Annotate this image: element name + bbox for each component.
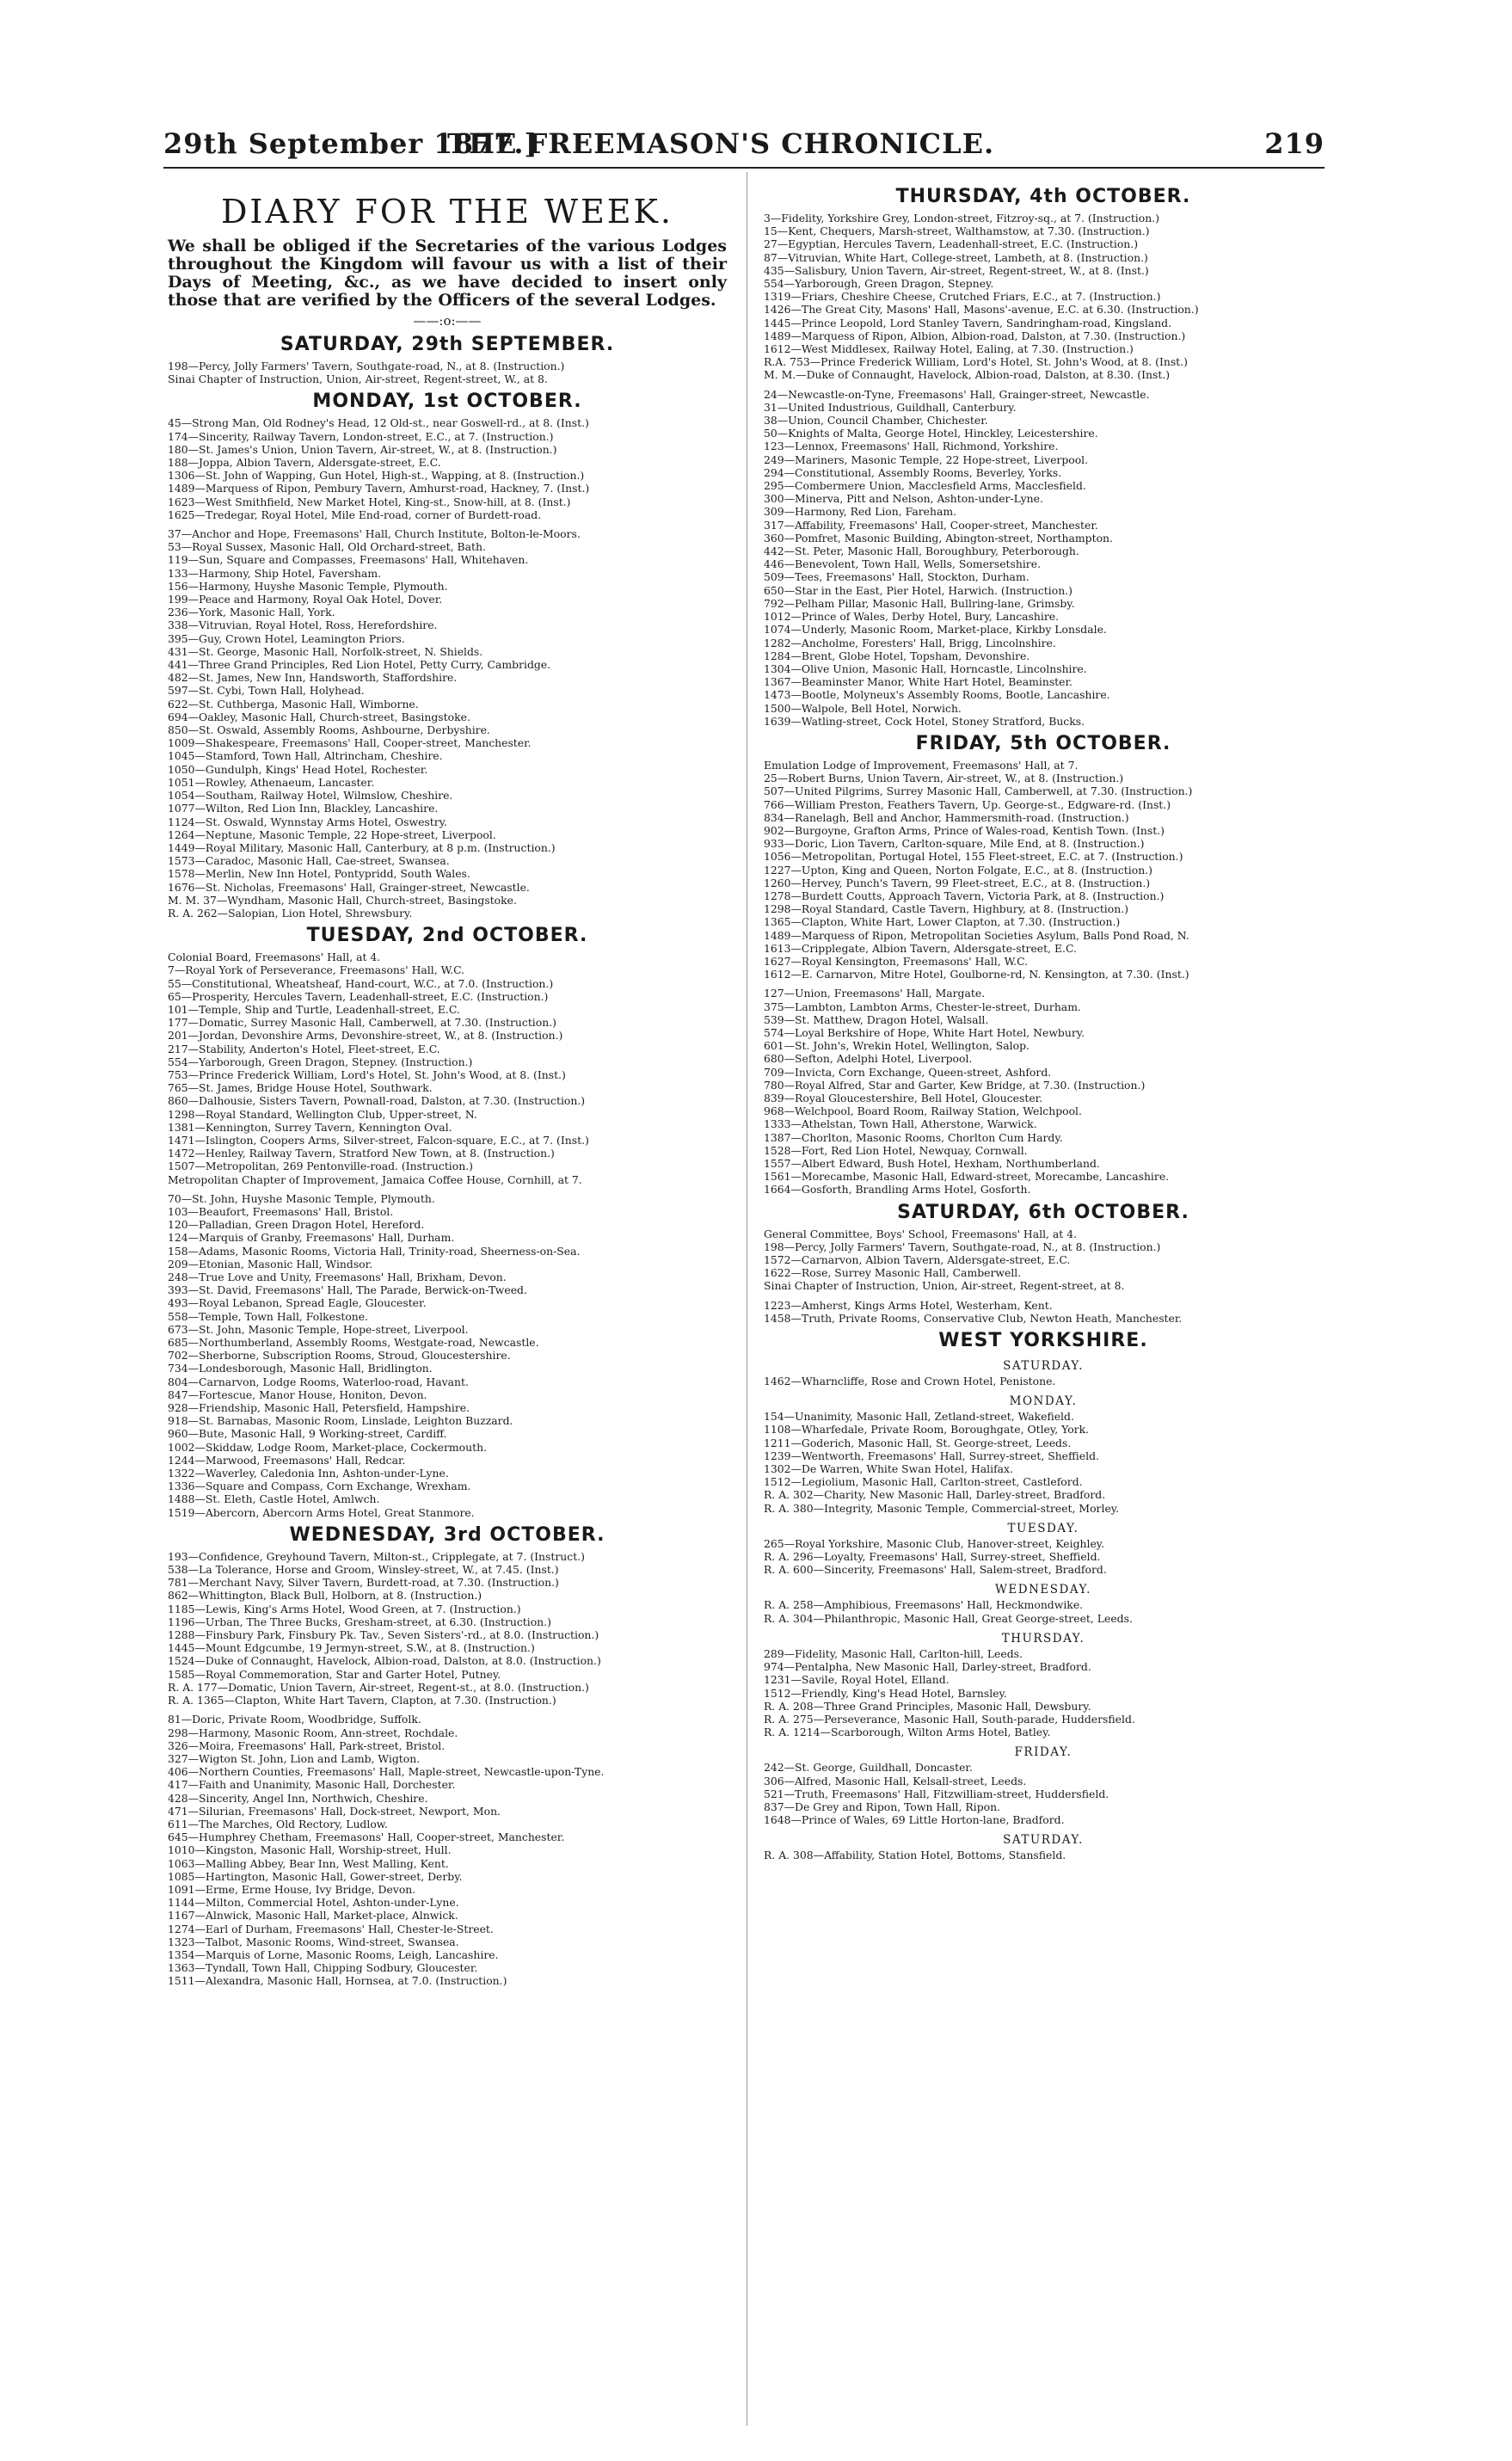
lodge-entry: 338—Vitruvian, Royal Hotel, Ross, Herefordshire. — [168, 618, 438, 632]
lodge-entry: 1050—Gundulph, Kings' Head Hotel, Rochester. — [168, 762, 428, 776]
lodge-entry: 298—Harmony, Masonic Room, Ann-street, Rochdale. — [168, 1726, 458, 1739]
lodge-entry: 702—Sherborne, Subscription Rooms, Stroud, Gloucestershire. — [168, 1349, 511, 1363]
lodge-entry: 1462—Wharncliffe, Rose and Crown Hotel, Penistone. — [764, 1375, 1056, 1388]
lodge-entry: 1298—Royal Standard, Castle Tavern, Highbury, at 8. (Instruction.) — [764, 902, 1128, 916]
day-heading: TUESDAY, 2nd OCTOBER. — [306, 925, 588, 947]
lodge-entry: 87—Vitruvian, White Hart, College-street, Lambeth, at 8. (Instruction.) — [764, 250, 1148, 264]
lodge-entry: 1319—Friars, Cheshire Cheese, Crutched Friars, E.C., at 7. (Instruction.) — [764, 290, 1161, 304]
lodge-entry: 127—Union, Freemasons' Hall, Margate. — [764, 987, 986, 1000]
lodge-entry: 645—Humphrey Chetham, Freemasons' Hall, Cooper-street, Manchester. — [168, 1830, 565, 1844]
lodge-entry: 1519—Abercorn, Abercorn Arms Hotel, Great Stanmore. — [168, 1505, 475, 1519]
lodge-entry: 81—Doric, Private Room, Woodbridge, Suffolk. — [168, 1713, 421, 1726]
lodge-entry: 928—Friendship, Masonic Hall, Petersfield, Hampshire. — [168, 1401, 470, 1415]
lodge-entry: 441—Three Grand Principles, Red Lion Hotel, Petty Curry, Cambridge. — [168, 658, 551, 672]
lodge-entry: 1108—Wharfedale, Private Room, Boroughgate, Otley, York. — [764, 1423, 1090, 1437]
lodge-list — [764, 388, 1323, 728]
lodge-entry: 1282—Ancholme, Foresters' Hall, Brigg, Lincolnshire. — [764, 636, 1056, 649]
lodge-entry: 1196—Urban, The Three Bucks, Gresham-street, at 6.30. (Instruction.) — [168, 1615, 551, 1628]
day-heading: SATURDAY, 29th SEPTEMBER. — [280, 334, 615, 355]
lodge-entry: 1298—Royal Standard, Wellington Club, Upper-street, N. — [168, 1107, 477, 1121]
lodge-entry: 850—St. Oswald, Assembly Rooms, Ashbourne, Derbyshire. — [168, 723, 490, 737]
lodge-entry: 574—Loyal Berkshire of Hope, White Hart Hotel, Newbury. — [764, 1025, 1085, 1039]
lodge-entry: 1074—Underly, Masonic Room, Market-place, Kirkby Lonsdale. — [764, 623, 1107, 637]
lodge-entry: 24—Newcastle-on-Tyne, Freemasons' Hall, Grainger-street, Newcastle. — [764, 387, 1150, 401]
lodge-entry: 1045—Stamford, Town Hall, Altrincham, Cheshire. — [168, 749, 443, 763]
lodge-entry: 1585—Royal Commemoration, Star and Garter Hotel, Putney. — [168, 1667, 501, 1681]
lodge-entry: 1445—Mount Edgcumbe, 19 Jermyn-street, S.W., at 8. (Instruction.) — [168, 1641, 535, 1655]
lodge-entry: 1488—St. Eleth, Castle Hotel, Amlwch. — [168, 1492, 380, 1506]
lodge-entry: Sinai Chapter of Instruction, Union, Air-street, Regent-street, W., at 8. — [168, 372, 548, 386]
lodge-entry: 1573—Caradoc, Masonic Hall, Cae-street, Swansea. — [168, 854, 450, 868]
header-title: THE FREEMASON'S CHRONICLE. — [447, 127, 995, 160]
lodge-list — [168, 360, 727, 385]
lodge-list — [168, 416, 727, 521]
lodge-entry: 1639—Watling-street, Cock Hotel, Stoney Stratford, Bucks. — [764, 714, 1085, 728]
lodge-entry: 1471—Islington, Coopers Arms, Silver-street, Falcon-square, E.C., at 7. (Inst.) — [168, 1133, 589, 1147]
lodge-entry: 217—Stability, Anderton's Hotel, Fleet-street, E.C. — [168, 1042, 440, 1055]
lodge-entry: 1449—Royal Military, Masonic Hall, Canterbury, at 8 p.m. (Instruction.) — [168, 840, 556, 854]
lodge-entry: Metropolitan Chapter of Improvement, Jamaica Coffee House, Cornhill, at 7. — [168, 1172, 582, 1186]
lodge-entry: 1387—Chorlton, Masonic Rooms, Chorlton Cum Hardy. — [764, 1130, 1063, 1144]
weekday-subheading: THURSDAY. — [1001, 1631, 1085, 1646]
lodge-entry: 1381—Kennington, Surrey Tavern, Kennington Oval. — [168, 1120, 452, 1134]
lodge-entry: 1572—Carnarvon, Albion Tavern, Aldersgate-street, E.C. — [764, 1253, 1071, 1267]
lodge-entry: 1622—Rose, Surrey Masonic Hall, Camberwell. — [764, 1266, 1022, 1280]
lodge-entry: 199—Peace and Harmony, Royal Oak Hotel, Dover. — [168, 593, 443, 606]
lodge-entry: 804—Carnarvon, Lodge Rooms, Waterloo-road, Havant. — [168, 1375, 469, 1388]
lodge-entry: 1002—Skiddaw, Lodge Room, Market-place, Cockermouth. — [168, 1440, 488, 1454]
lodge-entry: 709—Invicta, Corn Exchange, Queen-street, Ashford. — [764, 1065, 1052, 1079]
lodge-entry: Sinai Chapter of Instruction, Union, Air-street, Regent-street, at 8. — [764, 1279, 1125, 1293]
weekday-subheading: FRIDAY. — [1014, 1745, 1073, 1760]
day-heading: MONDAY, 1st OCTOBER. — [312, 391, 582, 413]
lodge-entry: R. A. 380—Integrity, Masonic Temple, Commercial-street, Morley. — [764, 1501, 1120, 1515]
lodge-entry: 554—Yarborough, Green Dragon, Stepney. (Instruction.) — [168, 1055, 473, 1068]
lodge-entry: R.A. 753—Prince Frederick William, Lord's Hotel, St. John's Wood, at 8. (Inst.) — [764, 355, 1188, 369]
lodge-entry: 1426—The Great City, Masons' Hall, Masons'-avenue, E.C. at 6.30. (Instruction.) — [764, 303, 1199, 317]
lodge-list — [764, 1299, 1323, 1325]
day-heading: WEST YORKSHIRE. — [938, 1330, 1148, 1352]
lodge-entry: 1085—Hartington, Masonic Hall, Gower-street, Derby. — [168, 1869, 463, 1883]
lodge-entry: 1561—Morecambe, Masonic Hall, Edward-street, Morecambe, Lancashire. — [764, 1170, 1170, 1184]
lodge-entry: 249—Mariners, Masonic Temple, 22 Hope-street, Liverpool. — [764, 452, 1089, 466]
lodge-entry: 242—St. George, Guildhall, Doncaster. — [764, 1761, 973, 1775]
lodge-entry: 1613—Cripplegate, Albion Tavern, Aldersgate-street, E.C. — [764, 941, 1077, 955]
lodge-entry: 158—Adams, Masonic Rooms, Victoria Hall, Trinity-road, Sheerness-on-Sea. — [168, 1244, 581, 1258]
lodge-entry: 294—Constitutional, Assembly Rooms, Beverley, Yorks. — [764, 465, 1062, 479]
lodge-entry: 300—Minerva, Pitt and Nelson, Ashton-under-Lyne. — [764, 492, 1043, 506]
lodge-entry: 780—Royal Alfred, Star and Garter, Kew Bridge, at 7.30. (Instruction.) — [764, 1078, 1146, 1092]
lodge-entry: 766—William Preston, Feathers Tavern, Up. George-st., Edgware-rd. (Inst.) — [764, 797, 1171, 811]
lodge-entry: 31—United Industrious, Guildhall, Canterbury. — [764, 400, 1017, 414]
lodge-entry: 1333—Athelstan, Town Hall, Atherstone, Warwick. — [764, 1117, 1037, 1131]
lodge-entry: 685—Northumberland, Assembly Rooms, Westgate-road, Newcastle. — [168, 1336, 539, 1350]
lodge-entry: 862—Whittington, Black Bull, Holborn, at 8. (Instruction.) — [168, 1589, 482, 1603]
lodge-entry: 539—St. Matthew, Dragon Hotel, Walsall. — [764, 1012, 989, 1026]
lodge-entry: R. A. 258—Amphibious, Freemasons' Hall, Heckmondwike. — [764, 1598, 1084, 1612]
lodge-entry: 1322—Waverley, Caledonia Inn, Ashton-under-Lyne. — [168, 1467, 449, 1480]
lodge-entry: 38—Union, Council Chamber, Chichester. — [764, 414, 988, 428]
lodge-entry: 156—Harmony, Huyshe Masonic Temple, Plymouth. — [168, 579, 448, 593]
lodge-entry: Colonial Board, Freemasons' Hall, at 4. — [168, 951, 381, 964]
lodge-entry: 1323—Talbot, Masonic Rooms, Wind-street, Swansea. — [168, 1935, 459, 1948]
lodge-entry: 1010—Kingston, Masonic Hall, Worship-street, Hull. — [168, 1843, 452, 1857]
lodge-entry: 198—Percy, Jolly Farmers' Tavern, Southgate-road, N., at 8. (Instruction.) — [764, 1240, 1161, 1253]
header-date: 29th September 1877.] — [163, 127, 538, 160]
lodge-list — [764, 759, 1323, 981]
lodge-entry: 493—Royal Lebanon, Spread Eagle, Gloucester. — [168, 1296, 427, 1310]
weekday-subheading: SATURDAY. — [1003, 1359, 1084, 1374]
lodge-entry: 265—Royal Yorkshire, Masonic Club, Hanover-street, Keighley. — [764, 1536, 1105, 1550]
lodge-entry: 482—St. James, New Inn, Handsworth, Staffordshire. — [168, 671, 458, 685]
lodge-entry: R. A. 304—Philanthropic, Masonic Hall, Great George-street, Leeds. — [764, 1611, 1133, 1625]
lodge-entry: 673—St. John, Masonic Temple, Hope-street, Liverpool. — [168, 1322, 469, 1336]
lodge-entry: 554—Yarborough, Green Dragon, Stepney. — [764, 277, 994, 291]
lodge-entry: 1511—Alexandra, Masonic Hall, Hornsea, at 7.0. (Instruction.) — [168, 1974, 507, 1988]
group-gap — [168, 1707, 727, 1713]
page-number: 219 — [1264, 127, 1325, 160]
lodge-entry: R. A. 600—Sincerity, Freemasons' Hall, Salem-street, Bradford. — [764, 1563, 1107, 1577]
lodge-entry: 37—Anchor and Hope, Freemasons' Hall, Church Institute, Bolton-le-Moors. — [168, 527, 581, 541]
lodge-entry: 25—Robert Burns, Union Tavern, Air-street, W., at 8. (Instruction.) — [764, 772, 1124, 785]
lodge-entry: R. A. 275—Perseverance, Masonic Hall, South-parade, Huddersfield. — [764, 1712, 1135, 1726]
lodge-entry: 1304—Olive Union, Masonic Hall, Horncastle, Lincolnshire. — [764, 661, 1087, 675]
lodge-entry: 933—Doric, Lion Tavern, Carlton-square, Mile End, at 8. (Instruction.) — [764, 837, 1145, 851]
lodge-entry: 1211—Goderich, Masonic Hall, St. George-street, Leeds. — [764, 1436, 1072, 1449]
lodge-entry: 1623—West Smithfield, New Market Hotel, King-st., Snow-hill, at 8. (Inst.) — [168, 495, 571, 508]
lodge-entry: M. M.—Duke of Connaught, Havelock, Albion-road, Dalston, at 8.30. (Inst.) — [764, 368, 1171, 382]
lodge-entry: 1284—Brent, Globe Hotel, Topsham, Devonshire. — [764, 649, 1030, 662]
lodge-entry: 1054—Southam, Railway Hotel, Wilmslow, Cheshire. — [168, 789, 453, 803]
lodge-entry: 839—Royal Gloucestershire, Bell Hotel, Gloucester. — [764, 1092, 1043, 1104]
lodge-entry: 1223—Amherst, Kings Arms Hotel, Westerham, Kent. — [764, 1298, 1053, 1312]
lodge-entry: 198—Percy, Jolly Farmers' Tavern, Southgate-road, N., at 8. (Instruction.) — [168, 360, 565, 372]
lodge-entry: R. A. 302—Charity, New Masonic Hall, Darley-street, Bradford. — [764, 1488, 1106, 1502]
lodge-entry: 1185—Lewis, King's Arms Hotel, Wood Green, at 7. (Instruction.) — [168, 1602, 521, 1615]
group-gap — [168, 1186, 727, 1192]
lodge-entry: 236—York, Masonic Hall, York. — [168, 606, 335, 619]
lodge-entry: 209—Etonian, Masonic Hall, Windsor. — [168, 1257, 373, 1270]
lodge-entry: 1278—Burdett Coutts, Approach Tavern, Victoria Park, at 8. (Instruction.) — [764, 889, 1165, 902]
group-gap — [764, 382, 1323, 388]
lodge-entry: 428—Sincerity, Angel Inn, Northwich, Cheshire. — [168, 1791, 428, 1805]
lodge-entry: 1625—Tredegar, Royal Hotel, Mile End-road, corner of Burdett-road. — [168, 508, 542, 521]
lodge-entry: 471—Silurian, Freemasons' Hall, Dock-street, Newport, Mon. — [168, 1804, 501, 1818]
lodge-entry: 289—Fidelity, Masonic Hall, Carlton-hill, Leeds. — [764, 1646, 1023, 1660]
lodge-entry: 509—Tees, Freemasons' Hall, Stockton, Durham. — [764, 570, 1030, 584]
lodge-entry: 507—United Pilgrims, Surrey Masonic Hall, Camberwell, at 7.30. (Instruction.) — [764, 784, 1193, 798]
lodge-entry: 974—Pentalpha, New Masonic Hall, Darley-street, Bradford. — [764, 1660, 1091, 1674]
lodge-entry: 1458—Truth, Private Rooms, Conservative Club, Newton Heath, Manchester. — [764, 1311, 1183, 1325]
lodge-entry: 680—Sefton, Adelphi Hotel, Liverpool. — [764, 1052, 973, 1066]
lodge-entry: 70—St. John, Huyshe Masonic Temple, Plymouth. — [168, 1191, 435, 1205]
lodge-entry: 1367—Beaminster Manor, White Hart Hotel, Beaminster. — [764, 675, 1073, 689]
lodge-entry: 201—Jordan, Devonshire Arms, Devonshire-street, W., at 8. (Instruction.) — [168, 1029, 563, 1043]
lodge-entry: Emulation Lodge of Improvement, Freemasons' Hall, at 7. — [764, 758, 1079, 772]
lodge-entry: 601—St. John's, Wrekin Hotel, Wellington, Salop. — [764, 1039, 1030, 1053]
lodge-entry: 431—St. George, Masonic Hall, Norfolk-street, N. Shields. — [168, 644, 483, 658]
lodge-entry: 860—Dalhousie, Sisters Tavern, Pownall-road, Dalston, at 7.30. (Instruction.) — [168, 1094, 586, 1108]
lodge-entry: 55—Constitutional, Wheatsheaf, Hand-court, W.C., at 7.0. (Instruction.) — [168, 976, 554, 990]
lodge-entry: 1648—Prince of Wales, 69 Little Horton-lane, Bradford. — [764, 1813, 1065, 1827]
lodge-entry: 360—Pomfret, Masonic Building, Abington-street, Northampton. — [764, 531, 1113, 544]
lodge-entry: 27—Egyptian, Hercules Tavern, Leadenhall-street, E.C. (Instruction.) — [764, 237, 1139, 251]
lodge-entry: 1664—Gosforth, Brandling Arms Hotel, Gosforth. — [764, 1183, 1031, 1197]
lodge-entry: 1056—Metropolitan, Portugal Hotel, 155 Fleet-street, E.C. at 7. (Instruction.) — [764, 850, 1183, 864]
lodge-entry: 406—Northern Counties, Freemasons' Hall, Maple-street, Newcastle-upon-Tyne. — [168, 1765, 605, 1779]
lodge-entry: 792—Pelham Pillar, Masonic Hall, Bullring-lane, Grimsby. — [764, 596, 1075, 610]
day-heading: FRIDAY, 5th OCTOBER. — [915, 732, 1171, 754]
lodge-entry: 180—St. James's Union, Union Tavern, Air-street, W., at 8. (Instruction.) — [168, 442, 557, 456]
lodge-entry: 1500—Walpole, Bell Hotel, Norwich. — [764, 701, 962, 715]
lodge-entry: 1354—Marquis of Lorne, Masonic Rooms, Leigh, Lancashire. — [168, 1947, 499, 1961]
lodge-entry: 7—Royal York of Perseverance, Freemasons' Hall, W.C. — [168, 963, 465, 977]
lodge-entry: 119—Sun, Square and Compasses, Freemasons' Hall, Whitehaven. — [168, 553, 529, 567]
weekday-subheading: TUESDAY. — [1007, 1521, 1079, 1535]
lodge-entry: 446—Benevolent, Town Hall, Wells, Somersetshire. — [764, 557, 1042, 571]
lodge-list — [764, 1761, 1323, 1826]
lodge-entry: 1472—Henley, Railway Tavern, Stratford New Town, at 8. (Instruction.) — [168, 1147, 555, 1160]
lodge-entry: 395—Guy, Crown Hotel, Leamington Priors. — [168, 631, 405, 645]
lodge-entry: 902—Burgoyne, Grafton Arms, Prince of Wales-road, Kentish Town. (Inst.) — [764, 823, 1165, 837]
lodge-entry: 1612—E. Carnarvon, Mitre Hotel, Goulborne-rd, N. Kensington, at 7.30. (Inst.) — [764, 968, 1189, 981]
lodge-entry: 1512—Legiolium, Masonic Hall, Carlton-street, Castleford. — [764, 1475, 1083, 1489]
group-gap — [764, 981, 1323, 987]
lodge-entry: 45—Strong Man, Old Rodney's Head, 12 Old-st., near Goswell-rd., at 8. (Inst.) — [168, 416, 589, 430]
lodge-entry: 309—Harmony, Red Lion, Fareham. — [764, 505, 957, 519]
lodge-entry: 1244—Marwood, Freemasons' Hall, Redcar. — [168, 1453, 406, 1467]
lodge-entry: 65—Prosperity, Hercules Tavern, Leadenhall-street, E.C. (Instruction.) — [168, 989, 549, 1003]
lodge-entry: 53—Royal Sussex, Masonic Hall, Old Orchard-street, Bath. — [168, 540, 486, 554]
lodge-entry: 1306—St. John of Wapping, Gun Hotel, High-st., Wapping, at 8. (Instruction.) — [168, 469, 585, 483]
lodge-entry: 327—Wigton St. John, Lion and Lamb, Wigton. — [168, 1751, 421, 1765]
lodge-entry: 174—Sincerity, Railway Tavern, London-street, E.C., at 7. (Instruction.) — [168, 429, 554, 443]
lodge-entry: 960—Bute, Masonic Hall, 9 Working-street, Cardiff. — [168, 1427, 447, 1441]
lodge-entry: 1077—Wilton, Red Lion Inn, Blackley, Lancashire. — [168, 802, 439, 815]
lodge-entry: 435—Salisbury, Union Tavern, Air-street, Regent-street, W., at 8. (Inst.) — [764, 263, 1149, 277]
lodge-entry: 1528—Fort, Red Lion Hotel, Newquay, Cornwall. — [764, 1143, 1028, 1157]
lodge-entry: 133—Harmony, Ship Hotel, Faversham. — [168, 566, 382, 580]
lodge-entry: 1124—St. Oswald, Wynnstay Arms Hotel, Oswestry. — [168, 815, 447, 828]
lodge-entry: 1231—Savile, Royal Hotel, Elland. — [764, 1673, 950, 1687]
lodge-entry: 15—Kent, Chequers, Marsh-street, Walthamstow, at 7.30. (Instruction.) — [764, 225, 1150, 238]
lodge-entry: 124—Marquis of Granby, Freemasons' Hall, Durham. — [168, 1231, 455, 1245]
lodge-entry: 734—Londesborough, Masonic Hall, Bridlington. — [168, 1362, 433, 1375]
lodge-entry: 123—Lennox, Freemasons' Hall, Richmond, Yorkshire. — [764, 440, 1059, 453]
lodge-entry: 521—Truth, Freemasons' Hall, Fitzwilliam-street, Huddersfield. — [764, 1787, 1109, 1800]
lodge-entry: 622—St. Cuthberga, Masonic Hall, Wimborne. — [168, 697, 419, 711]
lodge-entry: 188—Joppa, Albion Tavern, Aldersgate-street, E.C. — [168, 456, 441, 470]
lodge-list — [764, 1375, 1323, 1387]
group-gap — [168, 521, 727, 527]
lodge-entry: 154—Unanimity, Masonic Hall, Zetland-street, Wakefield. — [764, 1410, 1074, 1424]
lodge-entry: 1167—Alnwick, Masonic Hall, Market-place, Alnwick. — [168, 1909, 458, 1923]
left-column — [168, 181, 727, 1988]
lodge-list — [764, 1598, 1323, 1624]
lodge-entry: 1612—West Middlesex, Railway Hotel, Ealing, at 7.30. (Instruction.) — [764, 342, 1134, 356]
lodge-list — [764, 1410, 1323, 1515]
lodge-entry: 101—Temple, Ship and Turtle, Leadenhall-street, E.C. — [168, 1002, 460, 1016]
lodge-entry: 1473—Bootle, Molyneux's Assembly Rooms, Bootle, Lancashire. — [764, 688, 1110, 702]
lodge-list — [168, 951, 727, 1186]
lodge-list — [168, 1550, 727, 1707]
lodge-entry: 1676—St. Nicholas, Freemasons' Hall, Grainger-street, Newcastle. — [168, 880, 530, 894]
lodge-entry: 611—The Marches, Old Rectory, Ludlow. — [168, 1817, 388, 1830]
lodge-entry: 753—Prince Frederick William, Lord's Hotel, St. John's Wood, at 8. (Inst.) — [168, 1067, 566, 1081]
lodge-entry: 1507—Metropolitan, 269 Pentonville-road. (Instruction.) — [168, 1160, 473, 1173]
lodge-entry: 1445—Prince Leopold, Lord Stanley Tavern, Sandringham-road, Kingsland. — [764, 316, 1172, 329]
lodge-list — [168, 1713, 727, 1987]
lodge-entry: 834—Ranelagh, Bell and Anchor, Hammersmith-road. (Instruction.) — [764, 810, 1129, 824]
lodge-entry: 847—Fortescue, Manor House, Honiton, Devon. — [168, 1387, 427, 1401]
right-column — [764, 181, 1323, 1862]
lodge-entry: 694—Oakley, Masonic Hall, Church-street, Basingstoke. — [168, 710, 470, 723]
lodge-entry: 326—Moira, Freemasons' Hall, Park-street, Bristol. — [168, 1738, 446, 1752]
lodge-entry: R. A. 296—Loyalty, Freemasons' Hall, Surrey-street, Sheffield. — [764, 1550, 1101, 1564]
lodge-entry: 103—Beaufort, Freemasons' Hall, Bristol. — [168, 1204, 394, 1218]
page-header — [163, 127, 1325, 170]
lodge-entry: R. A. 208—Three Grand Principles, Masonic Hall, Dewsbury. — [764, 1699, 1091, 1713]
lodge-entry: 558—Temple, Town Hall, Folkestone. — [168, 1309, 369, 1323]
group-gap — [764, 1293, 1323, 1299]
lodge-entry: 765—St. James, Bridge House Hotel, Southwark. — [168, 1081, 433, 1095]
lodge-list — [764, 1537, 1323, 1577]
weekday-subheading: WEDNESDAY. — [995, 1583, 1091, 1597]
weekday-subheading: SATURDAY. — [1003, 1833, 1084, 1848]
lodge-entry: 3—Fidelity, Yorkshire Grey, London-street, Fitzroy-sq., at 7. (Instruction.) — [764, 212, 1159, 225]
lodge-entry: 417—Faith and Unanimity, Masonic Hall, Dorchester. — [168, 1778, 456, 1792]
diary-intro: We shall be obliged if the Secretaries of the various Lodges throughout the Kingdom will favour us with a list of their Days of Meeting, &c., as we have decided to insert only those that are verified by the Officers of the several Lodges. — [168, 237, 727, 310]
lodge-list — [764, 987, 1323, 1196]
lodge-entry: 1302—De Warren, White Swan Hotel, Halifax. — [764, 1462, 1013, 1476]
day-heading: SATURDAY, 6th OCTOBER. — [897, 1201, 1189, 1223]
lodge-entry: 918—St. Barnabas, Masonic Room, Linslade, Leighton Buzzard. — [168, 1414, 513, 1428]
lodge-entry: R. A. 1214—Scarborough, Wilton Arms Hotel, Batley. — [764, 1726, 1051, 1739]
header-rule — [163, 167, 1325, 169]
lodge-entry: 968—Welchpool, Board Room, Railway Station, Welchpool. — [764, 1104, 1082, 1118]
lodge-entry: 538—La Tolerance, Horse and Groom, Winsley-street, W., at 7.45. (Inst.) — [168, 1563, 559, 1577]
lodge-list — [764, 1849, 1323, 1861]
lodge-entry: 837—De Grey and Ripon, Town Hall, Ripon. — [764, 1800, 1001, 1813]
lodge-list — [764, 1647, 1323, 1738]
lodge-entry: 1489—Marquess of Ripon, Pembury Tavern, Amhurst-road, Hackney, 7. (Inst.) — [168, 482, 590, 495]
separator: ——:o:—— — [413, 313, 482, 329]
lodge-entry: 193—Confidence, Greyhound Tavern, Milton-st., Cripplegate, at 7. (Instruct.) — [168, 1549, 585, 1563]
lodge-entry: R. A. 262—Salopian, Lion Hotel, Shrewsbury. — [168, 906, 413, 920]
lodge-entry: 1239—Wentworth, Freemasons' Hall, Surrey-street, Sheffield. — [764, 1449, 1099, 1462]
lodge-list — [764, 1227, 1323, 1293]
lodge-entry: 1512—Friendly, King's Head Hotel, Barnsley. — [764, 1686, 1007, 1700]
lodge-entry: General Committee, Boys' School, Freemasons' Hall, at 4. — [764, 1227, 1078, 1240]
lodge-entry: 1012—Prince of Wales, Derby Hotel, Bury, Lancashire. — [764, 610, 1060, 624]
lodge-entry: 317—Affability, Freemasons' Hall, Cooper-street, Manchester. — [764, 518, 1098, 532]
lodge-entry: 1091—Erme, Erme House, Ivy Bridge, Devon. — [168, 1882, 416, 1896]
lodge-entry: 306—Alfred, Masonic Hall, Kelsall-street, Leeds. — [764, 1774, 1027, 1787]
lodge-list — [168, 1192, 727, 1519]
lodge-entry: 1627—Royal Kensington, Freemasons' Hall, W.C. — [764, 954, 1029, 968]
weekday-subheading: MONDAY. — [1009, 1394, 1078, 1409]
diary-title: DIARY FOR THE WEEK. — [220, 193, 674, 231]
lodge-entry: 295—Combermere Union, Macclesfield Arms, Macclesfield. — [764, 479, 1086, 493]
lodge-entry: R. A. 1365—Clapton, White Hart Tavern, Clapton, at 7.30. (Instruction.) — [168, 1694, 556, 1707]
lodge-entry: 375—Lambton, Lambton Arms, Chester-le-street, Durham. — [764, 1000, 1081, 1013]
lodge-entry: 1557—Albert Edward, Bush Hotel, Hexham, Northumberland. — [764, 1157, 1100, 1171]
lodge-entry: 1365—Clapton, White Hart, Lower Clapton, at 7.30. (Instruction.) — [764, 915, 1121, 929]
lodge-list — [168, 527, 727, 920]
lodge-entry: 393—St. David, Freemasons' Hall, The Parade, Berwick-on-Tweed. — [168, 1283, 527, 1297]
lodge-entry: 781—Merchant Navy, Silver Tavern, Burdett-road, at 7.30. (Instruction.) — [168, 1576, 559, 1590]
lodge-entry: 1336—Square and Compass, Corn Exchange, Wrexham. — [168, 1480, 471, 1493]
lodge-entry: 442—St. Peter, Masonic Hall, Boroughbury, Peterborough. — [764, 544, 1079, 558]
lodge-entry: 120—Palladian, Green Dragon Hotel, Hereford. — [168, 1218, 425, 1232]
lodge-entry: 1288—Finsbury Park, Finsbury Pk. Tav., Seven Sisters'-rd., at 8.0. (Instruction.) — [168, 1628, 599, 1642]
lodge-entry: 1489—Marquess of Ripon, Albion, Albion-road, Dalston, at 7.30. (Instruction.) — [764, 329, 1186, 342]
lodge-entry: 597—St. Cybi, Town Hall, Holyhead. — [168, 684, 365, 698]
lodge-entry: 1363—Tyndall, Town Hall, Chipping Sodbury, Gloucester. — [168, 1961, 478, 1975]
lodge-entry: 1260—Hervey, Punch's Tavern, 99 Fleet-street, E.C., at 8. (Instruction.) — [764, 876, 1151, 889]
lodge-entry: 50—Knights of Malta, George Hotel, Hinckley, Leicestershire. — [764, 427, 1098, 440]
day-heading: WEDNESDAY, 3rd OCTOBER. — [289, 1523, 605, 1546]
day-heading: THURSDAY, 4th OCTOBER. — [895, 186, 1191, 207]
lodge-entry: 1524—Duke of Connaught, Havelock, Albion-road, Dalston, at 8.0. (Instruction.) — [168, 1654, 601, 1668]
lodge-entry: 1009—Shakespeare, Freemasons' Hall, Cooper-street, Manchester. — [168, 736, 532, 750]
lodge-list — [764, 212, 1323, 382]
lodge-entry: 1063—Malling Abbey, Bear Inn, West Malling, Kent. — [168, 1856, 449, 1870]
lodge-entry: 1051—Rowley, Athenaeum, Lancaster. — [168, 775, 375, 789]
lodge-entry: 1578—Merlin, New Inn Hotel, Pontypridd, South Wales. — [168, 867, 470, 881]
lodge-entry: 1144—Milton, Commercial Hotel, Ashton-under-Lyne. — [168, 1896, 459, 1910]
lodge-entry: 1264—Neptune, Masonic Temple, 22 Hope-street, Liverpool. — [168, 828, 496, 841]
lodge-entry: M. M. 37—Wyndham, Masonic Hall, Church-street, Basingstoke. — [168, 893, 517, 907]
lodge-entry: 1227—Upton, King and Queen, Norton Folgate, E.C., at 8. (Instruction.) — [764, 863, 1152, 877]
lodge-entry: 248—True Love and Unity, Freemasons' Hall, Brixham, Devon. — [168, 1270, 507, 1283]
lodge-entry: 1489—Marquess of Ripon, Metropolitan Societies Asylum, Balls Pond Road, N. — [764, 928, 1189, 942]
lodge-entry: 177—Domatic, Surrey Masonic Hall, Camberwell, at 7.30. (Instruction.) — [168, 1016, 556, 1030]
lodge-entry: R. A. 177—Domatic, Union Tavern, Air-street, Regent-st., at 8.0. (Instruction.) — [168, 1680, 589, 1694]
lodge-entry: 1274—Earl of Durham, Freemasons' Hall, Chester-le-Street. — [168, 1922, 494, 1935]
lodge-entry: R. A. 308—Affability, Station Hotel, Bottoms, Stansfield. — [764, 1849, 1066, 1862]
lodge-entry: 650—Star in the East, Pier Hotel, Harwich. (Instruction.) — [764, 583, 1073, 597]
